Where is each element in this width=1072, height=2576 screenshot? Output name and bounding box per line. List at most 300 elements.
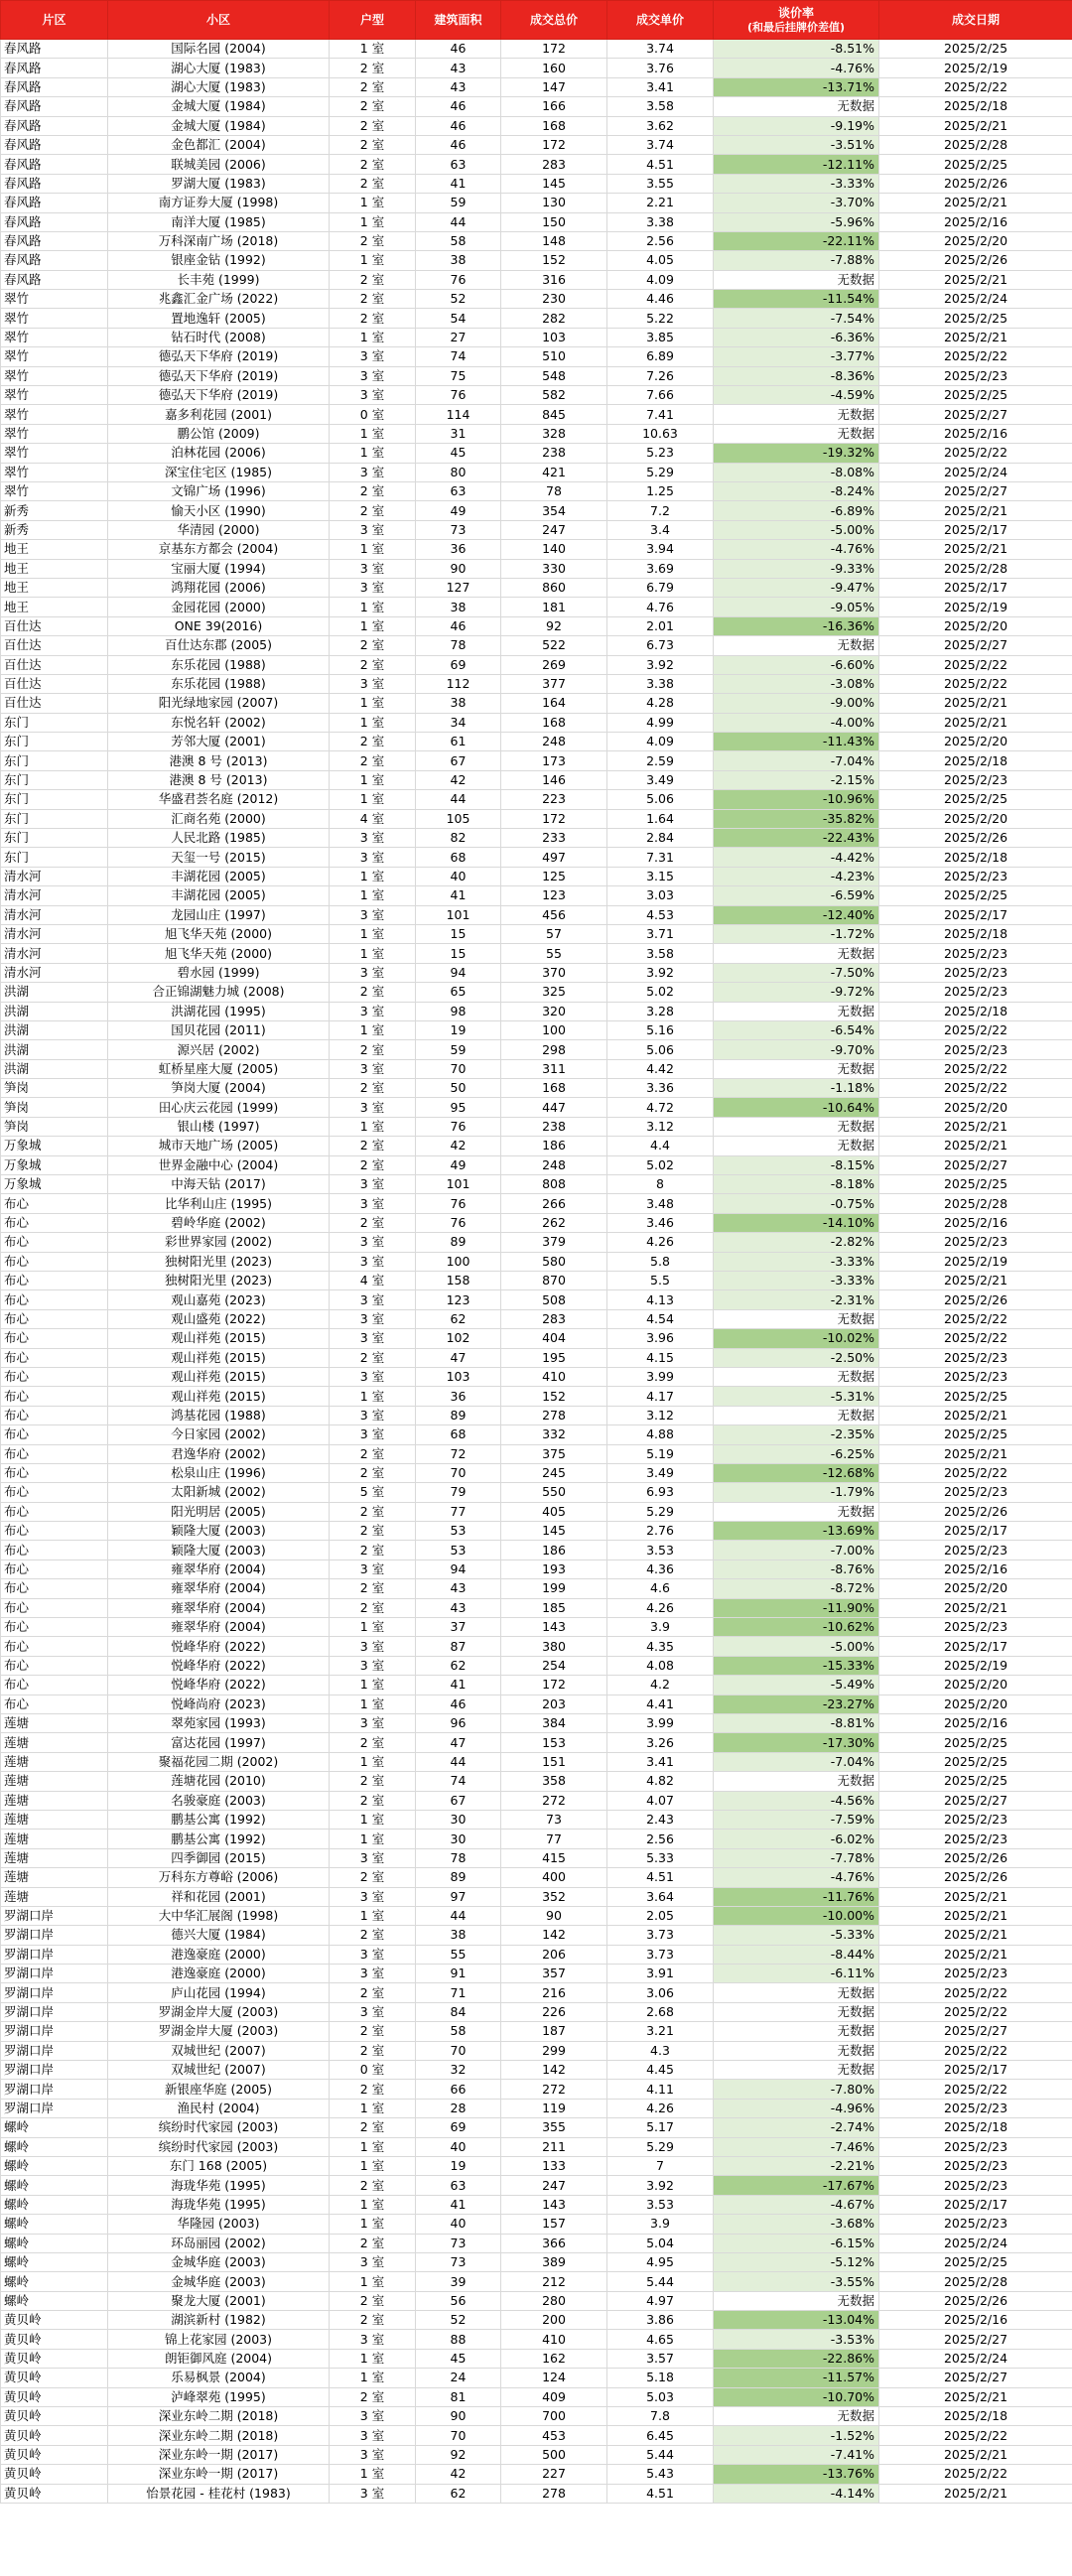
cell-community: 中海天钻 (2017)	[108, 1175, 330, 1194]
cell-community: 源兴居 (2002)	[108, 1040, 330, 1059]
cell-unit-price: 5.02	[607, 1155, 714, 1174]
cell-layout: 2 室	[330, 751, 416, 770]
cell-layout: 2 室	[330, 1040, 416, 1059]
cell-layout: 1 室	[330, 251, 416, 270]
cell-layout: 2 室	[330, 1079, 416, 1098]
cell-bargain-rate: -5.00%	[714, 1637, 879, 1656]
cell-area: 罗湖口岸	[1, 2002, 108, 2021]
table-row	[1, 2387, 1072, 2406]
cell-size: 49	[416, 1155, 501, 1174]
cell-community: 悦峰华府 (2022)	[108, 1637, 330, 1656]
cell-date: 2025/2/26	[879, 1290, 1072, 1309]
cell-total-price: 380	[501, 1637, 607, 1656]
cell-area: 罗湖口岸	[1, 1926, 108, 1945]
cell-size: 38	[416, 251, 501, 270]
cell-date: 2025/2/16	[879, 2311, 1072, 2330]
cell-total-price: 181	[501, 598, 607, 616]
cell-bargain-rate: -4.42%	[714, 848, 879, 867]
cell-date: 2025/2/27	[879, 481, 1072, 500]
cell-community: 锦上花家园 (2003)	[108, 2330, 330, 2349]
cell-date: 2025/2/16	[879, 212, 1072, 231]
cell-layout: 2 室	[330, 135, 416, 154]
cell-unit-price: 3.4	[607, 520, 714, 539]
cell-area: 布心	[1, 1329, 108, 1348]
cell-date: 2025/2/23	[879, 1830, 1072, 1848]
cell-date: 2025/2/27	[879, 2022, 1072, 2041]
cell-area: 黄贝岭	[1, 2311, 108, 2330]
cell-community: 芳邻大厦 (2001)	[108, 733, 330, 751]
table-row	[1, 1272, 1072, 1290]
cell-area: 螺岭	[1, 2252, 108, 2271]
cell-area: 罗湖口岸	[1, 2099, 108, 2117]
cell-bargain-rate: -5.00%	[714, 520, 879, 539]
cell-unit-price: 7.41	[607, 405, 714, 424]
cell-date: 2025/2/22	[879, 2426, 1072, 2445]
cell-unit-price: 6.45	[607, 2426, 714, 2445]
cell-bargain-rate: -2.31%	[714, 1290, 879, 1309]
table-row	[1, 1213, 1072, 1232]
cell-community: 罗湖金岸大厦 (2003)	[108, 2022, 330, 2041]
cell-unit-price: 4.42	[607, 1059, 714, 1078]
cell-bargain-rate: 无数据	[714, 405, 879, 424]
cell-unit-price: 2.56	[607, 231, 714, 250]
cell-total-price: 92	[501, 616, 607, 635]
cell-community: 南方证券大厦 (1998)	[108, 194, 330, 212]
cell-date: 2025/2/21	[879, 1272, 1072, 1290]
cell-size: 44	[416, 1906, 501, 1925]
cell-bargain-rate: -22.11%	[714, 231, 879, 250]
cell-unit-price: 5.02	[607, 983, 714, 1002]
cell-layout: 2 室	[330, 1868, 416, 1887]
cell-area: 翠竹	[1, 347, 108, 366]
cell-total-price: 330	[501, 559, 607, 578]
cell-size: 47	[416, 1348, 501, 1367]
cell-total-price: 316	[501, 270, 607, 289]
cell-size: 41	[416, 174, 501, 193]
cell-bargain-rate: 无数据	[714, 1137, 879, 1155]
cell-total-price: 125	[501, 867, 607, 885]
cell-total-price: 299	[501, 2041, 607, 2060]
cell-date: 2025/2/17	[879, 1637, 1072, 1656]
cell-size: 42	[416, 770, 501, 789]
cell-unit-price: 3.99	[607, 1367, 714, 1386]
cell-size: 73	[416, 2234, 501, 2252]
cell-total-price: 453	[501, 2426, 607, 2445]
cell-total-price: 354	[501, 501, 607, 520]
table-row	[1, 2349, 1072, 2368]
cell-community: 聚龙大厦 (2001)	[108, 2291, 330, 2310]
cell-community: 宝丽大厦 (1994)	[108, 559, 330, 578]
cell-total-price: 212	[501, 2272, 607, 2291]
cell-area: 罗湖口岸	[1, 1906, 108, 1925]
cell-area: 螺岭	[1, 2291, 108, 2310]
cell-size: 76	[416, 1213, 501, 1232]
cell-date: 2025/2/21	[879, 2445, 1072, 2464]
cell-community: 雍翠华府 (2004)	[108, 1598, 330, 1617]
table-row	[1, 2465, 1072, 2484]
cell-area: 洪湖	[1, 1059, 108, 1078]
cell-community: 碧水园 (1999)	[108, 963, 330, 982]
cell-size: 87	[416, 1637, 501, 1656]
cell-layout: 2 室	[330, 270, 416, 289]
cell-bargain-rate: -10.70%	[714, 2387, 879, 2406]
cell-layout: 2 室	[330, 1733, 416, 1752]
cell-area: 螺岭	[1, 2195, 108, 2214]
cell-community: 德弘天下华府 (2019)	[108, 386, 330, 405]
cell-community: 德弘天下华府 (2019)	[108, 366, 330, 385]
cell-bargain-rate: 无数据	[714, 97, 879, 116]
cell-total-price: 500	[501, 2445, 607, 2464]
cell-unit-price: 4.46	[607, 290, 714, 309]
cell-total-price: 153	[501, 1733, 607, 1752]
cell-unit-price: 4.99	[607, 713, 714, 732]
cell-unit-price: 3.71	[607, 924, 714, 943]
cell-community: 联城美园 (2006)	[108, 155, 330, 174]
cell-bargain-rate: -6.11%	[714, 1965, 879, 1983]
cell-bargain-rate: -9.05%	[714, 598, 879, 616]
cell-total-price: 247	[501, 520, 607, 539]
cell-size: 94	[416, 963, 501, 982]
table-row	[1, 97, 1072, 116]
cell-community: 鹏基公寓 (1992)	[108, 1830, 330, 1848]
cell-bargain-rate: -12.68%	[714, 1463, 879, 1482]
cell-community: 碧岭华庭 (2002)	[108, 1213, 330, 1232]
cell-area: 春风路	[1, 59, 108, 77]
cell-total-price: 278	[501, 1406, 607, 1424]
cell-date: 2025/2/21	[879, 1137, 1072, 1155]
table-row	[1, 212, 1072, 231]
cell-size: 76	[416, 1117, 501, 1136]
cell-unit-price: 4.3	[607, 2041, 714, 2060]
table-row	[1, 424, 1072, 443]
cell-area: 布心	[1, 1272, 108, 1290]
cell-area: 春风路	[1, 155, 108, 174]
table-row	[1, 155, 1072, 174]
cell-size: 43	[416, 1598, 501, 1617]
cell-area: 布心	[1, 1213, 108, 1232]
cell-size: 88	[416, 2330, 501, 2349]
cell-total-price: 254	[501, 1656, 607, 1675]
cell-date: 2025/2/23	[879, 983, 1072, 1002]
cell-layout: 3 室	[330, 1098, 416, 1117]
cell-community: 置地逸轩 (2005)	[108, 309, 330, 328]
table-row	[1, 751, 1072, 770]
cell-unit-price: 3.96	[607, 1329, 714, 1348]
cell-size: 31	[416, 424, 501, 443]
cell-size: 46	[416, 97, 501, 116]
cell-size: 63	[416, 2176, 501, 2195]
cell-area: 春风路	[1, 77, 108, 96]
cell-layout: 2 室	[330, 481, 416, 500]
cell-unit-price: 4.53	[607, 905, 714, 924]
cell-area: 翠竹	[1, 366, 108, 385]
cell-community: 海珑华苑 (1995)	[108, 2195, 330, 2214]
cell-area: 罗湖口岸	[1, 2080, 108, 2099]
cell-size: 42	[416, 1137, 501, 1155]
cell-area: 黄贝岭	[1, 2484, 108, 2503]
cell-bargain-rate: -3.51%	[714, 135, 879, 154]
cell-layout: 3 室	[330, 1252, 416, 1271]
cell-size: 96	[416, 1713, 501, 1732]
cell-total-price: 320	[501, 1002, 607, 1020]
cell-layout: 1 室	[330, 1020, 416, 1039]
cell-date: 2025/2/25	[879, 1425, 1072, 1444]
cell-bargain-rate: -10.64%	[714, 1098, 879, 1117]
cell-size: 70	[416, 1059, 501, 1078]
header-bargain-rate	[714, 1, 879, 40]
cell-unit-price: 3.41	[607, 1752, 714, 1771]
table-row	[1, 598, 1072, 616]
cell-size: 81	[416, 2387, 501, 2406]
cell-size: 66	[416, 2080, 501, 2099]
cell-community: 兆鑫汇金广场 (2022)	[108, 290, 330, 309]
cell-area: 东门	[1, 848, 108, 867]
table-row	[1, 616, 1072, 635]
cell-community: 汇商名苑 (2000)	[108, 809, 330, 828]
table-row	[1, 501, 1072, 520]
cell-area: 莲塘	[1, 1848, 108, 1867]
cell-size: 67	[416, 751, 501, 770]
cell-bargain-rate: -11.54%	[714, 290, 879, 309]
cell-date: 2025/2/21	[879, 1598, 1072, 1617]
cell-area: 布心	[1, 1502, 108, 1521]
cell-bargain-rate: -14.10%	[714, 1213, 879, 1232]
cell-area: 翠竹	[1, 444, 108, 463]
cell-total-price: 223	[501, 790, 607, 809]
cell-total-price: 211	[501, 2137, 607, 2156]
cell-date: 2025/2/23	[879, 2099, 1072, 2117]
cell-community: 颖隆大厦 (2003)	[108, 1522, 330, 1541]
cell-total-price: 298	[501, 1040, 607, 1059]
cell-date: 2025/2/25	[879, 1175, 1072, 1194]
cell-date: 2025/2/20	[879, 733, 1072, 751]
table-row	[1, 1772, 1072, 1791]
cell-size: 42	[416, 2465, 501, 2484]
cell-layout: 2 室	[330, 2080, 416, 2099]
cell-area: 黄贝岭	[1, 2445, 108, 2464]
cell-bargain-rate: -1.72%	[714, 924, 879, 943]
cell-date: 2025/2/27	[879, 2330, 1072, 2349]
cell-bargain-rate: -2.82%	[714, 1233, 879, 1252]
cell-unit-price: 4.82	[607, 1772, 714, 1791]
cell-total-price: 238	[501, 444, 607, 463]
cell-bargain-rate: -22.86%	[714, 2349, 879, 2368]
table-row	[1, 2330, 1072, 2349]
cell-unit-price: 3.74	[607, 40, 714, 59]
cell-unit-price: 7	[607, 2156, 714, 2175]
cell-community: 罗湖金岸大厦 (2003)	[108, 2002, 330, 2021]
table-row	[1, 694, 1072, 713]
cell-size: 68	[416, 1425, 501, 1444]
cell-unit-price: 5.29	[607, 2137, 714, 2156]
cell-layout: 1 室	[330, 2156, 416, 2175]
table-row	[1, 2445, 1072, 2464]
cell-date: 2025/2/28	[879, 135, 1072, 154]
cell-size: 127	[416, 578, 501, 597]
cell-size: 47	[416, 1733, 501, 1752]
cell-size: 38	[416, 1926, 501, 1945]
cell-area: 翠竹	[1, 290, 108, 309]
table-body	[1, 40, 1072, 2504]
cell-size: 50	[416, 1079, 501, 1098]
cell-layout: 3 室	[330, 1175, 416, 1194]
cell-area: 布心	[1, 1695, 108, 1713]
cell-size: 44	[416, 212, 501, 231]
cell-unit-price: 3.9	[607, 2215, 714, 2234]
cell-date: 2025/2/22	[879, 674, 1072, 693]
cell-area: 布心	[1, 1233, 108, 1252]
cell-bargain-rate: -11.76%	[714, 1887, 879, 1906]
cell-date: 2025/2/26	[879, 1848, 1072, 1867]
header-total-price: 成交总价	[501, 1, 607, 40]
cell-total-price: 142	[501, 2061, 607, 2080]
cell-size: 46	[416, 116, 501, 135]
cell-layout: 2 室	[330, 1772, 416, 1791]
cell-community: 缤纷时代家园 (2003)	[108, 2118, 330, 2137]
cell-size: 70	[416, 2426, 501, 2445]
cell-layout: 2 室	[330, 1463, 416, 1482]
cell-date: 2025/2/23	[879, 1541, 1072, 1559]
cell-bargain-rate: -9.33%	[714, 559, 879, 578]
table-row	[1, 386, 1072, 405]
cell-area: 东门	[1, 809, 108, 828]
cell-layout: 3 室	[330, 848, 416, 867]
cell-unit-price: 2.21	[607, 194, 714, 212]
cell-date: 2025/2/18	[879, 1002, 1072, 1020]
cell-bargain-rate: -10.62%	[714, 1618, 879, 1637]
cell-area: 地王	[1, 578, 108, 597]
table-row	[1, 944, 1072, 963]
cell-date: 2025/2/22	[879, 1020, 1072, 1039]
cell-total-price: 510	[501, 347, 607, 366]
cell-date: 2025/2/17	[879, 1522, 1072, 1541]
cell-unit-price: 3.74	[607, 135, 714, 154]
cell-size: 105	[416, 809, 501, 828]
table-row	[1, 1387, 1072, 1406]
cell-date: 2025/2/24	[879, 463, 1072, 481]
cell-unit-price: 4.95	[607, 2252, 714, 2271]
cell-total-price: 193	[501, 1559, 607, 1578]
cell-bargain-rate: -5.49%	[714, 1676, 879, 1695]
cell-layout: 3 室	[330, 2330, 416, 2349]
cell-layout: 3 室	[330, 2484, 416, 2503]
cell-date: 2025/2/23	[879, 2215, 1072, 2234]
cell-unit-price: 5.23	[607, 444, 714, 463]
cell-layout: 1 室	[330, 790, 416, 809]
cell-unit-price: 8	[607, 1175, 714, 1194]
cell-size: 59	[416, 194, 501, 212]
cell-total-price: 278	[501, 2484, 607, 2503]
cell-community: 朗钜御风庭 (2004)	[108, 2349, 330, 2368]
cell-bargain-rate: 无数据	[714, 1002, 879, 1020]
cell-area: 罗湖口岸	[1, 1983, 108, 2002]
cell-total-price: 150	[501, 212, 607, 231]
cell-date: 2025/2/21	[879, 1906, 1072, 1925]
cell-size: 43	[416, 1579, 501, 1598]
cell-area: 笋岗	[1, 1079, 108, 1098]
cell-size: 46	[416, 135, 501, 154]
cell-area: 地王	[1, 559, 108, 578]
cell-unit-price: 3.92	[607, 655, 714, 674]
cell-area: 莲塘	[1, 1791, 108, 1810]
cell-unit-price: 3.58	[607, 97, 714, 116]
cell-community: 丰湖花园 (2005)	[108, 867, 330, 885]
cell-total-price: 245	[501, 1463, 607, 1482]
cell-total-price: 145	[501, 1522, 607, 1541]
cell-date: 2025/2/26	[879, 251, 1072, 270]
cell-total-price: 103	[501, 328, 607, 346]
cell-size: 62	[416, 2484, 501, 2503]
cell-area: 洪湖	[1, 1002, 108, 1020]
cell-community: 鹏公馆 (2009)	[108, 424, 330, 443]
cell-unit-price: 4.15	[607, 1348, 714, 1367]
table-row	[1, 2426, 1072, 2445]
cell-community: 缤纷时代家园 (2003)	[108, 2137, 330, 2156]
table-row	[1, 733, 1072, 751]
cell-date: 2025/2/24	[879, 290, 1072, 309]
cell-date: 2025/2/16	[879, 1559, 1072, 1578]
cell-total-price: 328	[501, 424, 607, 443]
table-row	[1, 2484, 1072, 2503]
cell-date: 2025/2/21	[879, 1117, 1072, 1136]
header-row	[1, 1, 1072, 40]
cell-layout: 2 室	[330, 2311, 416, 2330]
cell-layout: 1 室	[330, 2195, 416, 2214]
cell-date: 2025/2/21	[879, 116, 1072, 135]
cell-bargain-rate: -9.00%	[714, 694, 879, 713]
cell-community: 庐山花园 (1994)	[108, 1983, 330, 2002]
cell-area: 螺岭	[1, 2272, 108, 2291]
cell-area: 布心	[1, 1252, 108, 1271]
cell-layout: 2 室	[330, 2291, 416, 2310]
cell-bargain-rate: 无数据	[714, 1059, 879, 1078]
table-row	[1, 1406, 1072, 1424]
table-row	[1, 1233, 1072, 1252]
cell-unit-price: 3.86	[607, 2311, 714, 2330]
cell-bargain-rate: -4.00%	[714, 713, 879, 732]
cell-total-price: 206	[501, 1945, 607, 1964]
cell-size: 68	[416, 848, 501, 867]
cell-area: 东门	[1, 733, 108, 751]
cell-total-price: 421	[501, 463, 607, 481]
cell-layout: 0 室	[330, 405, 416, 424]
cell-bargain-rate: -3.08%	[714, 674, 879, 693]
cell-area: 黄贝岭	[1, 2426, 108, 2445]
cell-community: 天玺一号 (2015)	[108, 848, 330, 867]
cell-total-price: 55	[501, 944, 607, 963]
cell-area: 黄贝岭	[1, 2407, 108, 2426]
table-row	[1, 520, 1072, 539]
cell-size: 37	[416, 1618, 501, 1637]
cell-total-price: 355	[501, 2118, 607, 2137]
cell-community: 太阳新城 (2002)	[108, 1483, 330, 1502]
cell-size: 63	[416, 155, 501, 174]
cell-layout: 2 室	[330, 1598, 416, 1617]
cell-layout: 2 室	[330, 983, 416, 1002]
cell-size: 56	[416, 2291, 501, 2310]
cell-unit-price: 4.07	[607, 1791, 714, 1810]
cell-community: 深业东岭一期 (2017)	[108, 2445, 330, 2464]
cell-unit-price: 3.49	[607, 770, 714, 789]
cell-layout: 1 室	[330, 40, 416, 59]
cell-layout: 1 室	[330, 770, 416, 789]
cell-bargain-rate: -17.67%	[714, 2176, 879, 2195]
cell-area: 洪湖	[1, 1020, 108, 1039]
cell-community: 港逸豪庭 (2000)	[108, 1945, 330, 1964]
cell-size: 58	[416, 231, 501, 250]
table-row	[1, 463, 1072, 481]
cell-bargain-rate: -8.08%	[714, 463, 879, 481]
